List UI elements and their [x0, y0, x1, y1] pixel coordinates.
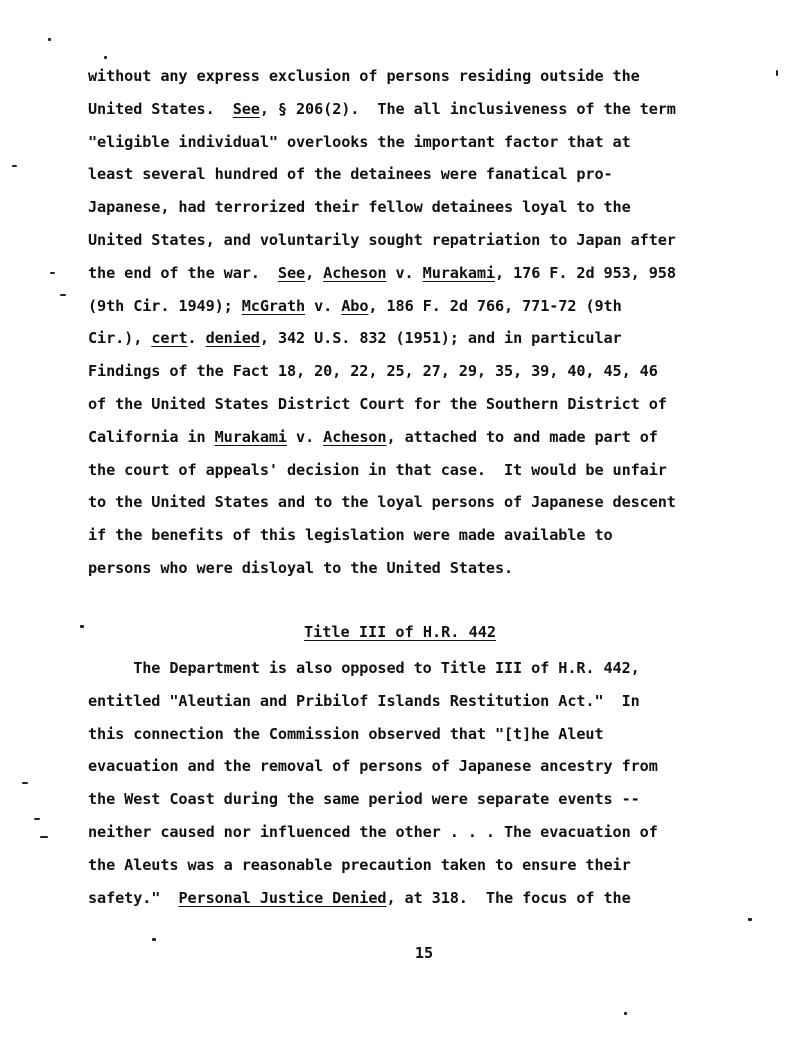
text-segment: v. — [386, 263, 423, 282]
page-number: 15 — [414, 944, 434, 962]
underlined-citation: Abo — [341, 296, 369, 315]
text-line — [88, 93, 758, 126]
text-line — [88, 750, 758, 783]
scan-speck — [12, 165, 17, 167]
underlined-citation: See — [277, 263, 306, 282]
text-segment: , 176 F. 2d 953, 958 — [495, 263, 676, 282]
underlined-citation: Murakami — [214, 427, 287, 446]
text-line — [88, 355, 758, 388]
text-segment: v. — [286, 427, 324, 446]
text-line — [88, 882, 758, 915]
text-segment: , at 318. The focus of the — [386, 888, 631, 907]
text-segment: this connection the Commission observed that "[t]he Aleut — [88, 724, 604, 743]
scan-speck — [80, 625, 84, 628]
text-line — [88, 421, 758, 454]
text-line — [88, 158, 758, 191]
text-segment: , 342 U.S. 832 (1951); and in particular — [259, 329, 622, 348]
text-segment: . — [187, 329, 206, 348]
text-line — [88, 816, 758, 849]
section-heading: Title III of H.R. 442 — [303, 623, 497, 641]
underlined-citation: Acheson — [323, 263, 387, 282]
scan-speck — [34, 818, 40, 820]
text-line — [88, 849, 758, 882]
text-segment: the end of the war. — [88, 263, 278, 282]
scan-speck — [748, 918, 752, 921]
text-line — [88, 191, 758, 224]
text-segment: persons who were disloyal to the United States. — [88, 558, 514, 577]
text-segment: the Aleuts was a reasonable precaution taken to ensure their — [88, 855, 631, 874]
text-segment: the West Coast during the same period were separate events -- — [88, 790, 640, 809]
text-line — [88, 486, 758, 519]
text-segment: Findings of the Fact 18, 20, 22, 25, 27, 29, 35, 39, 40, 45, 46 — [88, 362, 658, 381]
underlined-citation: See — [232, 99, 260, 118]
underlined-citation: Personal Justice Denied — [178, 888, 387, 907]
text-segment: if the benefits of this legislation were made available to — [88, 526, 613, 545]
text-segment: the court of appeals' decision in that case. It would be unfair — [88, 460, 667, 479]
text-line — [88, 652, 758, 685]
text-segment: without any express exclusion of persons residing outside the — [88, 67, 640, 85]
scan-speck — [48, 38, 51, 41]
text-line — [88, 685, 758, 718]
text-segment: neither caused nor influenced the other . . . The evacuation of — [88, 822, 658, 841]
underlined-citation: Murakami — [422, 263, 496, 282]
text-line — [88, 519, 758, 552]
scan-speck — [50, 272, 55, 274]
text-line — [88, 257, 758, 290]
text-segment: , § 206(2). The all inclusiveness of the term — [259, 99, 676, 118]
text-segment: Japanese, had terrorized their fellow detainees loyal to the — [88, 198, 631, 217]
text-segment: , 186 F. 2d 766, 771-72 (9th — [368, 296, 622, 315]
text-line — [88, 60, 758, 93]
text-segment: least several hundred of the detainees were fanatical pro- — [88, 165, 613, 184]
underlined-citation: cert — [151, 329, 188, 348]
text-segment: entitled "Aleutian and Pribilof Islands Restitution Act." In — [88, 691, 640, 710]
text-segment: , — [305, 263, 324, 282]
scan-speck — [22, 782, 28, 784]
scan-speck — [152, 938, 156, 941]
paragraph-1 — [88, 60, 758, 585]
text-segment: (9th Cir. 1949); — [88, 296, 242, 315]
text-segment: "eligible individual" overlooks the important factor that at — [88, 132, 631, 151]
text-segment: of the United States District Court for the Southern District of — [88, 394, 667, 413]
text-line — [88, 718, 758, 751]
text-segment: United States. — [88, 99, 233, 118]
text-segment: California in — [88, 427, 215, 446]
underlined-citation: Acheson — [323, 427, 387, 446]
text-line — [88, 224, 758, 257]
scan-speck — [776, 70, 778, 76]
text-line — [88, 783, 758, 816]
text-line — [88, 388, 758, 421]
text-line — [88, 454, 758, 487]
text-segment: The Department is also opposed to Title III of H.R. 442, — [88, 659, 640, 677]
scan-speck — [60, 294, 66, 296]
text-line — [88, 290, 758, 323]
scan-speck — [624, 1012, 627, 1015]
text-segment: to the United States and to the loyal persons of Japanese descent — [88, 493, 676, 512]
text-segment: United States, and voluntarily sought repatriation to Japan after — [88, 230, 676, 249]
scan-speck — [104, 56, 107, 59]
text-line — [88, 552, 758, 585]
underlined-citation: denied — [205, 329, 260, 348]
text-segment: , attached to and made part of — [386, 427, 658, 446]
text-segment: v. — [305, 296, 342, 315]
paragraph-2 — [88, 652, 758, 914]
text-segment: Cir.), — [88, 329, 152, 348]
scan-speck — [40, 836, 48, 838]
text-segment: safety." — [88, 888, 179, 907]
text-line — [88, 126, 758, 159]
text-line — [88, 322, 758, 355]
text-segment: evacuation and the removal of persons of Japanese ancestry from — [88, 757, 658, 776]
underlined-citation: McGrath — [241, 296, 306, 315]
